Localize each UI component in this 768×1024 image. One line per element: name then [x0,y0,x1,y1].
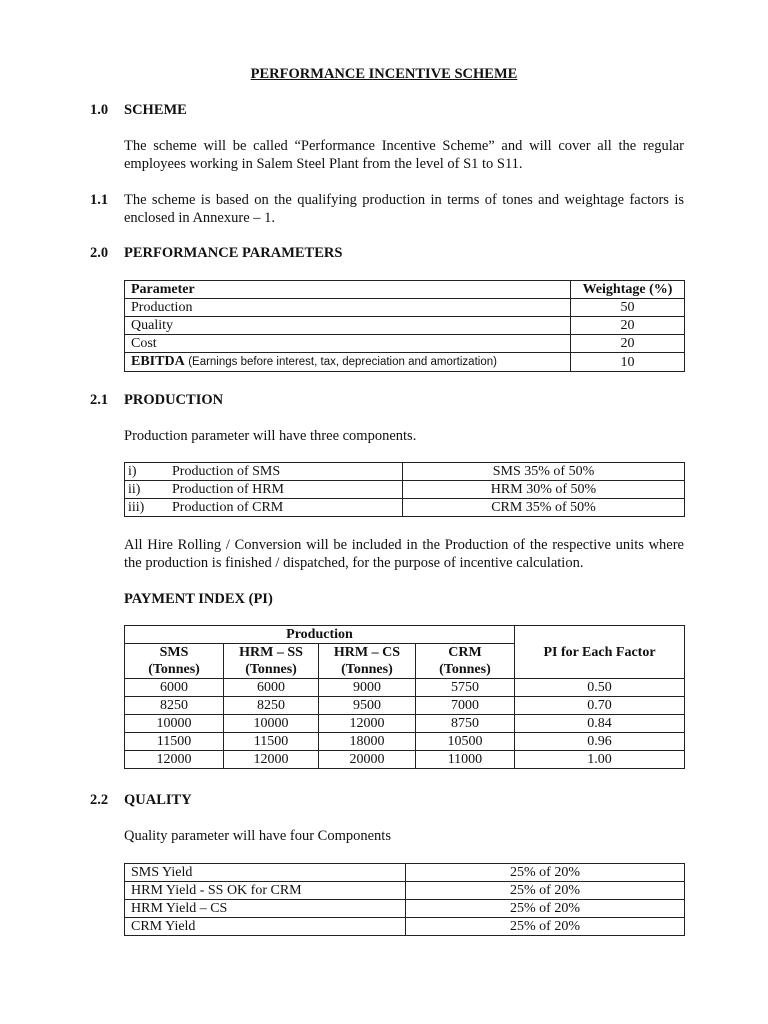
table-row [125,481,685,499]
hrm-ss-cell: 12000 [224,751,319,769]
sms-cell: 6000 [125,679,224,697]
quality-components-table [124,863,685,936]
component-value: HRM 30% of 50% [403,481,685,499]
pi-cell: 0.50 [514,679,684,697]
table-row [125,751,685,769]
component-cell [125,481,403,499]
header-pi: PI for Each Factor [514,626,684,679]
weight-cell: 20 [571,317,685,335]
section-number: 2.2 [90,792,109,808]
production-intro: Production parameter will have three components. [124,428,417,444]
table-row [125,463,685,481]
component-value: CRM 35% of 50% [403,499,685,517]
quality-value: 25% of 20% [406,918,685,936]
section-title: SCHEME [124,102,187,118]
component-label: Production of HRM [172,482,284,497]
hrm-cs-cell: 18000 [318,733,415,751]
section-number: 2.0 [90,245,109,261]
quality-value: 25% of 20% [406,864,685,882]
component-index: i) [128,464,137,479]
section-title: QUALITY [124,792,192,808]
unit-label: (Tonnes) [415,661,514,679]
document-title: PERFORMANCE INCENTIVE SCHEME [250,66,518,82]
table-row [125,499,685,517]
header-sms: SMS [125,644,224,662]
payment-index-heading: PAYMENT INDEX (PI) [124,591,273,607]
table-row [125,918,685,936]
table-row [125,882,685,900]
table-row [125,733,685,751]
section-number: 1.1 [90,192,109,208]
crm-cell: 11000 [415,751,514,769]
header-crm: CRM [415,644,514,662]
table-row [125,715,685,733]
section-title: PRODUCTION [124,392,224,408]
param-cell: Cost [125,335,571,353]
component-value: SMS 35% of 50% [403,463,685,481]
crm-cell: 10500 [415,733,514,751]
table-row [125,679,685,697]
weight-cell: 50 [571,299,685,317]
payment-index-table [124,625,685,769]
pi-cell: 0.70 [514,697,684,715]
component-cell [125,499,403,517]
section-number: 1.0 [90,102,109,118]
section-2-1-heading [90,392,223,409]
component-label: Production of SMS [172,464,281,479]
weight-cell: 10 [571,353,685,372]
table-row [125,335,685,353]
table-header-row [125,281,685,299]
table-row [125,353,685,372]
sms-cell: 8250 [125,697,224,715]
header-hrm-cs: HRM – CS [318,644,415,662]
hrm-cs-cell: 9500 [318,697,415,715]
crm-cell: 7000 [415,697,514,715]
quality-value: 25% of 20% [406,900,685,918]
unit-label: (Tonnes) [125,661,224,679]
param-cell: Quality [125,317,571,335]
section-number: 2.1 [90,392,109,408]
unit-label: (Tonnes) [318,661,415,679]
quality-label: HRM Yield - SS OK for CRM [125,882,406,900]
hrm-cs-cell: 20000 [318,751,415,769]
table-header-row [125,626,685,644]
hrm-cs-cell: 9000 [318,679,415,697]
quality-label: HRM Yield – CS [125,900,406,918]
component-label: Production of CRM [172,500,284,515]
component-index: iii) [128,500,145,515]
ebitda-label: EBITDA [131,354,185,369]
sms-cell: 11500 [125,733,224,751]
header-hrm-ss: HRM – SS [224,644,319,662]
section-2-0-heading [90,245,342,262]
crm-cell: 8750 [415,715,514,733]
hrm-ss-cell: 6000 [224,679,319,697]
table-row [125,697,685,715]
ebitda-note: (Earnings before interest, tax, depreciation and amortization) [188,356,497,368]
unit-label: (Tonnes) [224,661,319,679]
section-title: PERFORMANCE PARAMETERS [124,245,343,261]
section-1-1-text: The scheme is based on the qualifying production in terms of tones and weightage factors is enclosed in Annexure – 1. [124,192,684,226]
production-components-table [124,462,685,517]
quality-label: CRM Yield [125,918,406,936]
hire-rolling-paragraph: All Hire Rolling / Conversion will be included in the Production of the respective units where the production is finished / dispatched, for the purpose of incentive calculation. [124,537,684,571]
quality-intro: Quality parameter will have four Components [124,828,391,844]
param-cell [125,353,571,372]
component-index: ii) [128,482,141,497]
header-weightage: Weightage (%) [571,281,685,299]
parameters-table [124,280,685,372]
hrm-ss-cell: 10000 [224,715,319,733]
hrm-ss-cell: 11500 [224,733,319,751]
weight-cell: 20 [571,335,685,353]
header-parameter: Parameter [125,281,571,299]
quality-label: SMS Yield [125,864,406,882]
scheme-paragraph: The scheme will be called “Performance Incentive Scheme” and will cover all the regular employees working in Salem Steel Plant from the level of S1 to S11. [124,138,684,172]
component-cell [125,463,403,481]
table-row [125,864,685,882]
sms-cell: 12000 [125,751,224,769]
table-row [125,900,685,918]
section-2-2-heading [90,792,192,809]
pi-cell: 0.84 [514,715,684,733]
section-1-0-heading [90,102,187,119]
crm-cell: 5750 [415,679,514,697]
sms-cell: 10000 [125,715,224,733]
table-row [125,299,685,317]
quality-value: 25% of 20% [406,882,685,900]
hrm-ss-cell: 8250 [224,697,319,715]
hrm-cs-cell: 12000 [318,715,415,733]
header-production-group: Production [125,626,515,644]
pi-cell: 0.96 [514,733,684,751]
section-1-1-paragraph [90,191,684,227]
param-cell: Production [125,299,571,317]
pi-cell: 1.00 [514,751,684,769]
table-row [125,317,685,335]
